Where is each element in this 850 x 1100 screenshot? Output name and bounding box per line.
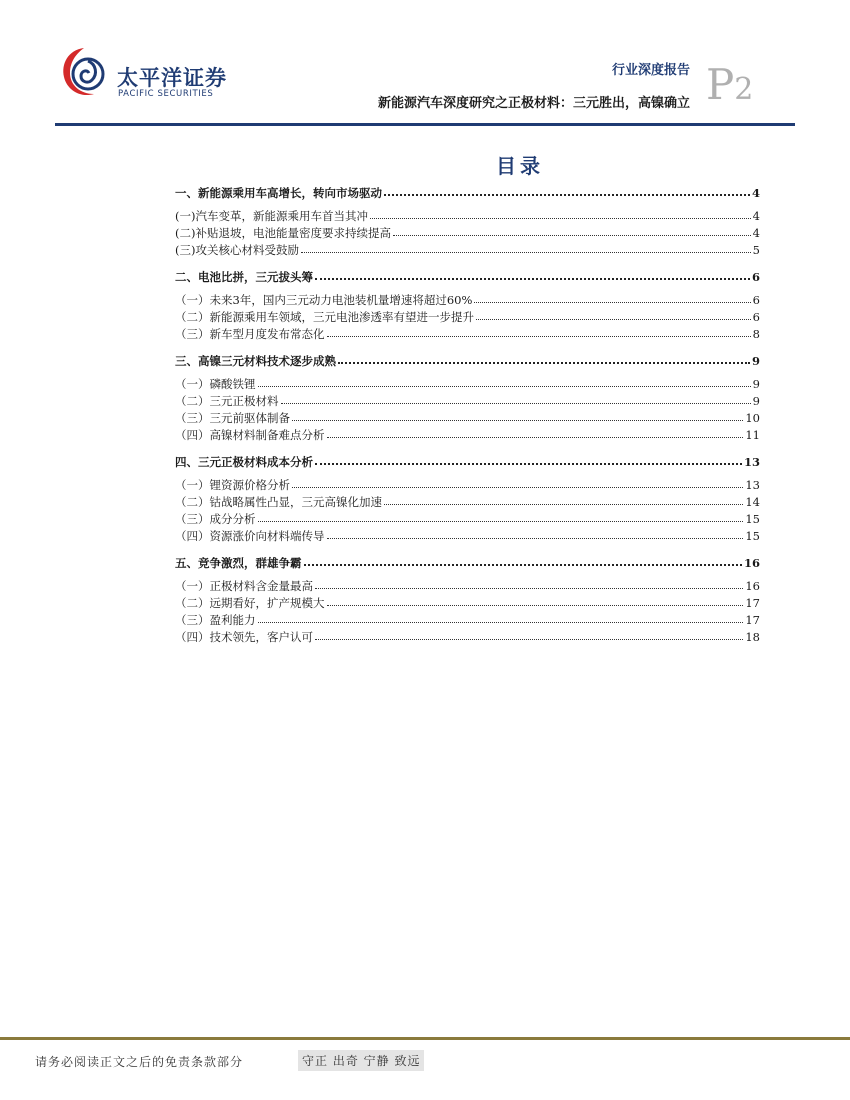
toc-leader-dots — [258, 613, 744, 623]
toc-entry-page: 17 — [745, 613, 760, 627]
toc-entry-page: 14 — [745, 495, 760, 509]
toc-entry-page: 4 — [752, 209, 760, 223]
toc-entry-label: (一)汽车变革，新能源乘用车首当其冲 — [175, 209, 368, 223]
toc-leader-dots — [258, 512, 744, 522]
toc-subsection-entry[interactable] — [175, 629, 760, 646]
company-name-cn: 太平洋证券 — [117, 66, 227, 90]
toc-section-entry[interactable] — [175, 185, 760, 202]
toc-entry-label: 三、高镍三元材料技术逐步成熟 — [175, 354, 336, 368]
footer-divider — [0, 1037, 850, 1040]
toc-leader-dots — [370, 209, 751, 219]
toc-entry-label: （二）钴战略属性凸显，三元高镍化加速 — [175, 495, 382, 509]
toc-leader-dots — [315, 579, 743, 589]
toc-entry-page: 13 — [745, 478, 760, 492]
toc-subsection-entry[interactable] — [175, 242, 760, 259]
toc-entry-page: 16 — [743, 556, 760, 570]
toc-entry-page: 4 — [752, 226, 760, 240]
toc-subsection-entry[interactable] — [175, 595, 760, 612]
toc-entry-label: （一）未来3年，国内三元动力电池装机量增速将超过60% — [175, 293, 473, 307]
page-digit: 2 — [734, 72, 754, 107]
toc-leader-dots — [315, 269, 750, 280]
page-number — [706, 60, 753, 109]
toc-subsection-entry[interactable] — [175, 376, 760, 393]
toc-entry-label: （三）三元前驱体制备 — [175, 411, 290, 425]
report-title: 新能源汽车深度研究之正极材料：三元胜出，高镍确立 — [377, 96, 690, 111]
report-type: 行业深度报告 — [611, 63, 690, 78]
toc-entry-label: 二、电池比拼，三元拔头筹 — [175, 270, 313, 284]
toc-subsection-entry[interactable] — [175, 511, 760, 528]
toc-entry-label: （四）技术领先，客户认可 — [175, 630, 313, 644]
toc-entry-page: 17 — [745, 596, 760, 610]
toc-entry-page: 4 — [751, 186, 760, 200]
toc-subsection-entry[interactable] — [175, 326, 760, 343]
toc-subsection-entry[interactable] — [175, 309, 760, 326]
pacific-securities-logo-icon — [58, 44, 110, 100]
toc-entry-page: 6 — [751, 270, 760, 284]
company-motto: 守正 出奇 宁静 致远 — [298, 1050, 424, 1071]
toc-leader-dots — [292, 478, 743, 488]
header-divider — [55, 123, 795, 126]
toc-title: 目录 — [496, 154, 544, 178]
toc-entry-page: 10 — [745, 411, 760, 425]
toc-section-entry[interactable] — [175, 269, 760, 286]
toc-entry-page: 11 — [745, 428, 760, 442]
toc-leader-dots — [393, 226, 751, 236]
toc-entry-label: （三）成分分析 — [175, 512, 256, 526]
toc-subsection-entry[interactable] — [175, 494, 760, 511]
toc-subsection-entry[interactable] — [175, 477, 760, 494]
toc-leader-dots — [327, 428, 744, 438]
toc-entry-page: 9 — [752, 377, 760, 391]
toc-leader-dots — [327, 327, 751, 337]
toc-entry-label: (三)攻关核心材料受鼓励 — [175, 243, 299, 257]
toc-entry-label: （四）高镍材料制备难点分析 — [175, 428, 325, 442]
toc-entry-label: （一）磷酸铁锂 — [175, 377, 256, 391]
toc-leader-dots — [315, 454, 742, 465]
toc-entry-page: 9 — [752, 394, 760, 408]
page-header — [0, 0, 850, 130]
toc-entry-label: (二)补贴退坡，电池能量密度要求持续提高 — [175, 226, 391, 240]
toc-entry-label: （一）正极材料含金量最高 — [175, 579, 313, 593]
toc-section-entry[interactable] — [175, 353, 760, 370]
toc-entry-label: （二）三元正极材料 — [175, 394, 279, 408]
page-letter: P — [706, 60, 735, 109]
toc-leader-dots — [292, 411, 743, 421]
toc-entry-page: 18 — [745, 630, 760, 644]
toc-subsection-entry[interactable] — [175, 292, 760, 309]
toc-subsection-entry[interactable] — [175, 208, 760, 225]
toc-entry-page: 9 — [751, 354, 760, 368]
toc-entry-label: （一）锂资源价格分析 — [175, 478, 290, 492]
toc-leader-dots — [327, 596, 744, 606]
toc-entry-label: （三）新车型月度发布常态化 — [175, 327, 325, 341]
toc-section-entry[interactable] — [175, 454, 760, 471]
toc-leader-dots — [258, 377, 751, 387]
toc-subsection-entry[interactable] — [175, 528, 760, 545]
toc-entry-page: 6 — [752, 293, 760, 307]
toc-entry-page: 15 — [745, 512, 760, 526]
toc-leader-dots — [281, 394, 751, 404]
toc-leader-dots — [384, 495, 743, 505]
toc-subsection-entry[interactable] — [175, 393, 760, 410]
toc-leader-dots — [384, 185, 750, 196]
toc-entry-page: 16 — [745, 579, 760, 593]
toc-leader-dots — [304, 555, 742, 566]
toc-entry-page: 6 — [752, 310, 760, 324]
toc-entry-label: （二）远期看好，扩产规模大 — [175, 596, 325, 610]
company-name-en: PACIFIC SECURITIES — [118, 89, 214, 99]
table-of-contents — [175, 185, 760, 646]
toc-section-entry[interactable] — [175, 555, 760, 572]
toc-entry-label: 四、三元正极材料成本分析 — [175, 455, 313, 469]
toc-entry-label: （二）新能源乘用车领域，三元电池渗透率有望进一步提升 — [175, 310, 474, 324]
toc-leader-dots — [327, 529, 744, 539]
toc-entry-page: 8 — [752, 327, 760, 341]
toc-entry-label: 五、竞争激烈，群雄争霸 — [175, 556, 302, 570]
toc-subsection-entry[interactable] — [175, 578, 760, 595]
toc-entry-label: 一、新能源乘用车高增长，转向市场驱动 — [175, 186, 382, 200]
toc-subsection-entry[interactable] — [175, 410, 760, 427]
toc-subsection-entry[interactable] — [175, 225, 760, 242]
toc-subsection-entry[interactable] — [175, 427, 760, 444]
toc-leader-dots — [338, 353, 750, 364]
toc-leader-dots — [301, 243, 751, 253]
disclaimer-notice: 请务必阅读正文之后的免责条款部分 — [35, 1055, 244, 1069]
toc-leader-dots — [474, 293, 750, 303]
toc-entry-label: （三）盈利能力 — [175, 613, 256, 627]
toc-entry-page: 13 — [743, 455, 760, 469]
toc-leader-dots — [476, 310, 751, 320]
toc-subsection-entry[interactable] — [175, 612, 760, 629]
toc-entry-page: 5 — [752, 243, 760, 257]
toc-entry-label: （四）资源涨价向材料端传导 — [175, 529, 325, 543]
toc-entry-page: 15 — [745, 529, 760, 543]
toc-leader-dots — [315, 630, 743, 640]
